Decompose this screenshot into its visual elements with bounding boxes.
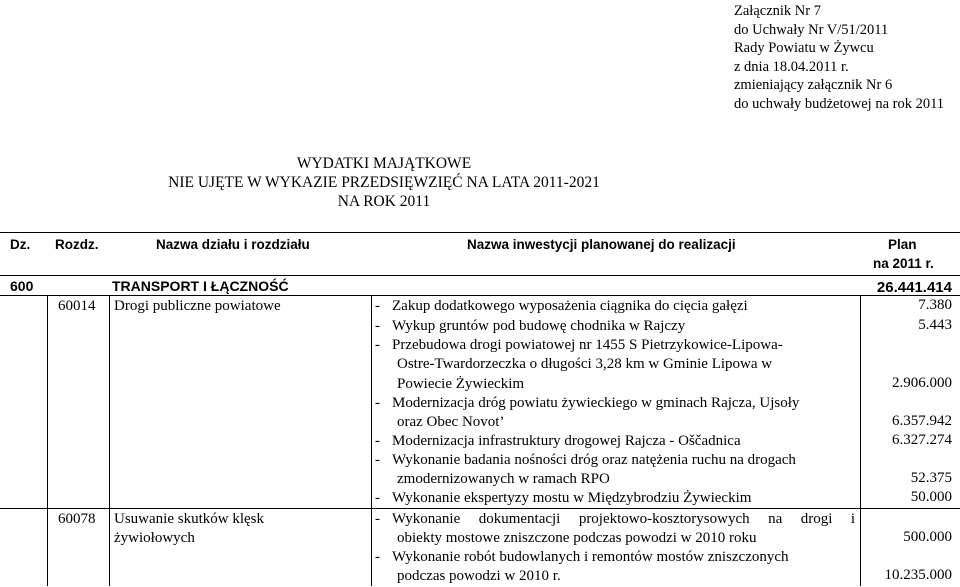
- table-col-rule: [47, 295, 48, 586]
- investment-item: [375, 451, 845, 490]
- item-line: Wykonanie badania nośności dróg oraz natężenia ruchu na drogach: [392, 452, 796, 468]
- item-line: Ostre-Twardorzeczka o długości 3,28 km w Gminie Lipowa w: [397, 356, 773, 373]
- item-line: zmodernizowanych w ramach RPO: [397, 471, 610, 488]
- investment-item: [375, 317, 845, 336]
- item-line: Przebudowa drogi powiatowej nr 1455 S Pietrzykowice-Lipowa-: [392, 337, 783, 353]
- header-nazwa-inwestycji: Nazwa inwestycji planowanej do realizacji: [467, 237, 736, 252]
- investment-item: [375, 548, 845, 587]
- item-line: Wykonanie robót budowlanych i remontów mostów zniszczonych: [392, 549, 789, 565]
- investment-item: [375, 297, 845, 316]
- item-line: Modernizacja dróg powiatu żywieckiego w gminach Rajcza, Ujsoły: [392, 395, 800, 411]
- header-rozdz: Rozdz.: [55, 237, 99, 252]
- item-dash: -: [375, 298, 380, 314]
- investment-item: [375, 336, 845, 394]
- rozdzial-code: 60014: [58, 298, 96, 314]
- investment-item: [375, 432, 845, 451]
- section-dz: 600: [10, 278, 34, 294]
- title-line-2: NIE UJĘTE W WYKAZIE PRZEDSIĘWZIĘĆ NA LATA 2011-2021: [168, 174, 600, 191]
- rozdzial-name-line: Usuwanie skutków klęsk: [114, 511, 264, 527]
- item-line: obiekty mostowe zniszczone podczas powodzi w 2010 roku: [397, 530, 757, 547]
- item-dash: -: [375, 433, 380, 449]
- attachment-note: [734, 2, 944, 114]
- item-amount: 52.375: [910, 470, 952, 486]
- item-line: Modernizacja infrastruktury drogowej Rajcza - Oščadnica: [392, 433, 741, 449]
- item-amount: 2.906.000: [892, 375, 952, 391]
- table-col-rule: [109, 295, 110, 586]
- title-line-1: WYDATKI MAJĄTKOWE: [296, 155, 472, 172]
- title-line-3: NA ROK 2011: [337, 193, 431, 210]
- item-amount: 500.000: [903, 529, 952, 545]
- document-title: [0, 154, 768, 211]
- item-line: Wykup gruntów pod budowę chodnika w Rajczy: [392, 318, 686, 334]
- item-dash: -: [375, 490, 380, 506]
- table-col-rule: [860, 295, 861, 586]
- item-line: podczas powodzi w 2010 r.: [397, 568, 561, 585]
- attachment-line: do uchwały budżetowej na rok 2011: [734, 95, 945, 112]
- investment-item: [375, 489, 845, 508]
- header-nazwa-dzialu: Nazwa działu i rozdziału: [156, 237, 310, 252]
- item-dash: -: [375, 549, 380, 565]
- section-total: 26.441.414: [876, 279, 952, 296]
- rozdzial-name: Drogi publiczne powiatowe: [114, 298, 281, 314]
- item-amount: 50.000: [910, 489, 952, 505]
- item-dash: -: [375, 318, 380, 334]
- item-line: Zakup dodatkowego wyposażenia ciągnika do cięcia gałęzi: [392, 298, 748, 314]
- attachment-line: Rady Powiatu w Żywcu: [734, 40, 874, 57]
- rozdzial-name-line: żywiołowych: [114, 530, 195, 547]
- rozdzial-code: 60078: [58, 511, 96, 527]
- attachment-line: z dnia 18.04.2011 r.: [734, 58, 849, 75]
- item-amount: 6.357.942: [892, 413, 952, 429]
- item-line: Powiecie Żywieckim: [397, 375, 525, 392]
- item-dash: -: [375, 337, 380, 353]
- investment-item: [375, 394, 845, 433]
- attachment-line: zmieniający załącznik Nr 6: [734, 77, 893, 94]
- attachment-line: Załącznik Nr 7: [734, 3, 821, 19]
- item-line: Wykonanie dokumentacji projektowo-kosztorysowych na drogi i: [392, 511, 855, 527]
- header-plan-year: na 2011 r.: [873, 256, 934, 271]
- item-amount: 5.443: [918, 317, 952, 333]
- item-line: oraz Obec Novot’: [397, 414, 505, 431]
- table-col-rule: [371, 295, 372, 586]
- rozdzial-name: [114, 510, 264, 549]
- item-line: Wykonanie ekspertyzy mostu w Międzybrodziu Żywieckim: [392, 490, 752, 506]
- item-amount: 7.380: [918, 297, 952, 313]
- item-dash: -: [375, 395, 380, 411]
- table-header-rule: [0, 275, 960, 276]
- item-dash: -: [375, 452, 380, 468]
- header-plan: Plan: [888, 237, 917, 252]
- item-amount: 6.327.274: [892, 432, 952, 448]
- table-top-rule: [0, 232, 960, 233]
- investment-item: [375, 510, 855, 549]
- item-dash: -: [375, 511, 380, 527]
- attachment-line: do Uchwały Nr V/51/2011: [734, 21, 889, 38]
- section-name: TRANSPORT I ŁĄCZNOŚĆ: [112, 278, 289, 294]
- item-amount: 10.235.000: [884, 567, 952, 583]
- header-dz: Dz.: [10, 237, 31, 252]
